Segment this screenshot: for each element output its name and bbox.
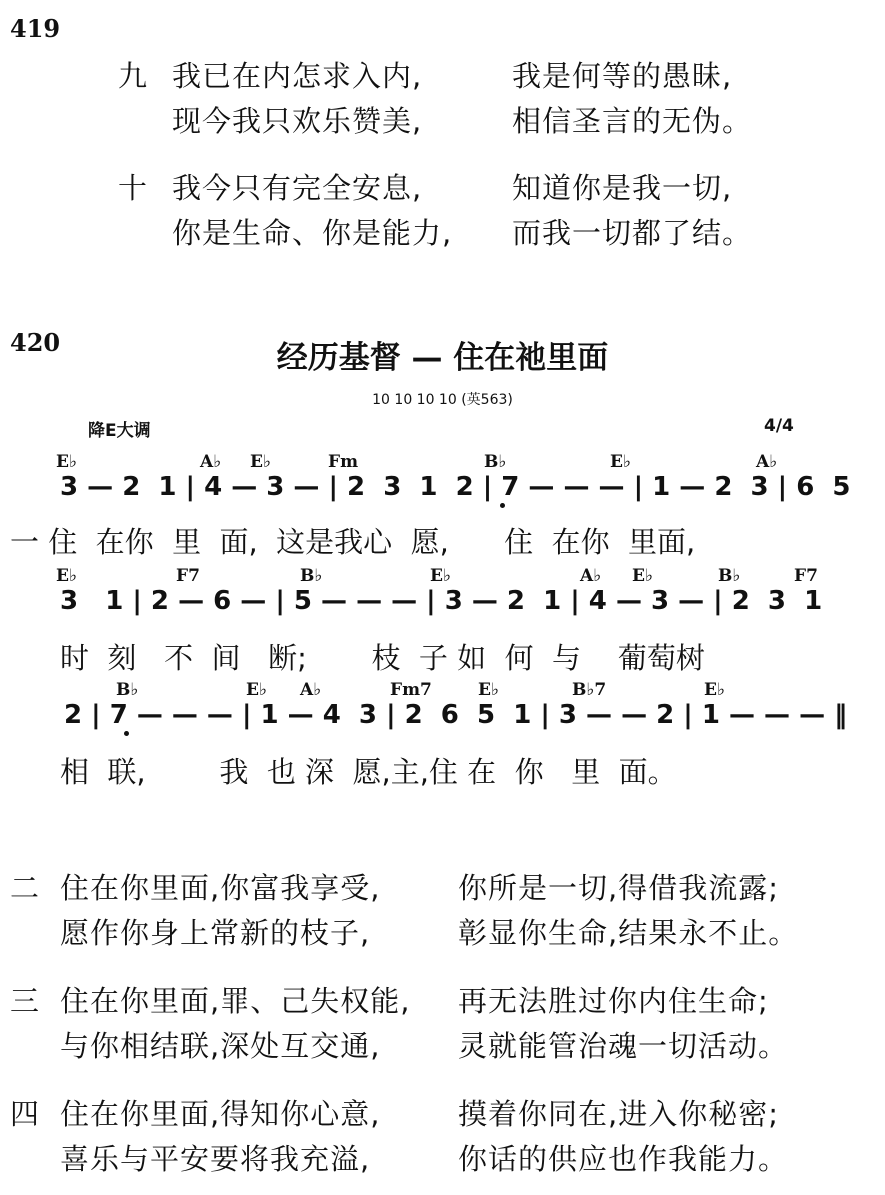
- verse10-line2-second: 而我一切都了结。: [512, 216, 753, 250]
- chord: A♭: [200, 452, 222, 472]
- chord: A♭: [580, 566, 602, 586]
- verse2-line2-second: 彰显你生命,结果永不止。: [458, 916, 799, 950]
- chord: E♭: [632, 566, 653, 586]
- chord: E♭: [250, 452, 271, 472]
- chord: B♭: [300, 566, 323, 586]
- chord: B♭: [484, 452, 507, 472]
- notation-row-3: 2 | 7 — — — | 1 — 4 3 | 2 6 5 1 | 3 — — 2 | 1 — — — ‖: [64, 700, 848, 730]
- lyric-row-1: 一 住 在你 里 面, 这是我心 愿, 住 在你 里面,: [10, 525, 696, 559]
- notation-row-2: 3 1 | 2 — 6 — | 5 — — — | 3 — 2 1 | 4 — 3 — | 2 3 1: [60, 586, 823, 616]
- verse-number-4: 四: [10, 1097, 41, 1131]
- verse-number-9: 九: [118, 59, 149, 93]
- verse9-line1-second: 我是何等的愚昧,: [512, 59, 733, 93]
- verse9-line1-first: 我已在内怎求入内,: [172, 59, 423, 93]
- hymn-number-419: 419: [10, 14, 61, 43]
- verse2-line2-first: 愿作你身上常新的枝子,: [60, 916, 371, 950]
- chord: E♭: [56, 452, 77, 472]
- verse10-line1-second: 知道你是我一切,: [512, 171, 733, 205]
- lyric-row-3: 相 联, 我 也 深 愿,主,住 在 你 里 面。: [60, 755, 677, 789]
- verse4-line1-first: 住在你里面,得知你心意,: [60, 1097, 381, 1131]
- verse10-line1-first: 我今只有完全安息,: [172, 171, 423, 205]
- lyric-row-2: 时 刻 不 间 断; 枝 子 如 何 与 葡萄树: [60, 641, 705, 675]
- chord: A♭: [300, 680, 322, 700]
- chord: B♭7: [572, 680, 607, 700]
- chord: F7: [176, 566, 200, 586]
- chord: E♭: [704, 680, 725, 700]
- low-octave-dot: [500, 503, 505, 508]
- verse-number-10: 十: [118, 171, 149, 205]
- chord: E♭: [610, 452, 631, 472]
- chord: Fm7: [390, 680, 432, 700]
- hymn-title: 经历基督 — 住在祂里面: [276, 340, 609, 376]
- chord: F7: [794, 566, 818, 586]
- hymn-number-420: 420: [10, 328, 61, 357]
- verse4-line1-second: 摸着你同在,进入你秘密;: [458, 1097, 779, 1131]
- verse10-line2-first: 你是生命、你是能力,: [172, 216, 453, 250]
- chord: B♭: [116, 680, 139, 700]
- chord: B♭: [718, 566, 741, 586]
- low-octave-dot: [124, 731, 129, 736]
- verse3-line1-first: 住在你里面,罪、己失权能,: [60, 984, 411, 1018]
- verse9-line2-second: 相信圣言的无伪。: [512, 104, 753, 138]
- chord: E♭: [56, 566, 77, 586]
- verse4-line2-first: 喜乐与平安要将我充溢,: [60, 1142, 371, 1176]
- chord: Fm: [328, 452, 359, 472]
- verse-number-2: 二: [10, 871, 41, 905]
- chord: E♭: [430, 566, 451, 586]
- verse2-line1-second: 你所是一切,得借我流露;: [458, 871, 779, 905]
- chord: E♭: [478, 680, 499, 700]
- hymn-meter: 10 10 10 10 (英563): [372, 392, 513, 408]
- verse-number-3: 三: [10, 984, 41, 1018]
- time-signature: 4/4: [764, 416, 794, 436]
- verse9-line2-first: 现今我只欢乐赞美,: [172, 104, 423, 138]
- verse3-line2-second: 灵就能管治魂一切活动。: [458, 1029, 789, 1063]
- notation-row-1: 3 — 2 1 | 4 — 3 — | 2 3 1 2 | 7 — — — | 1 — 2 3 | 6 5: [60, 472, 851, 502]
- verse4-line2-second: 你话的供应也作我能力。: [458, 1142, 789, 1176]
- verse3-line2-first: 与你相结联,深处互交通,: [60, 1029, 381, 1063]
- chord: E♭: [246, 680, 267, 700]
- verse2-line1-first: 住在你里面,你富我享受,: [60, 871, 381, 905]
- verse3-line1-second: 再无法胜过你内住生命;: [458, 984, 769, 1018]
- chord: A♭: [756, 452, 778, 472]
- key-signature: 降E大调: [88, 421, 151, 441]
